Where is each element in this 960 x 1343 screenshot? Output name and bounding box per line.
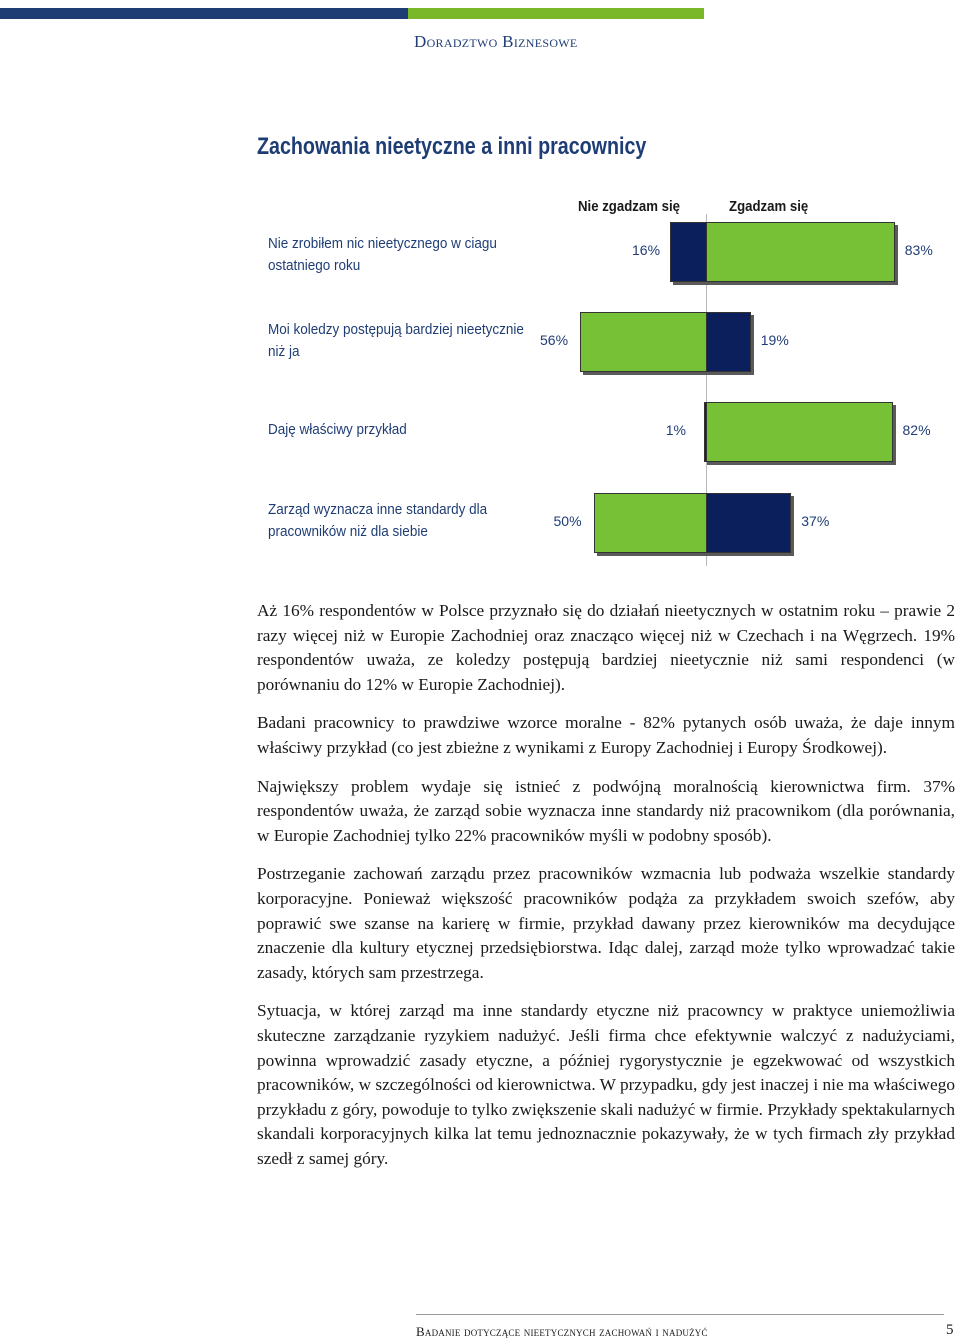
value-label-disagree: 56% — [540, 332, 569, 348]
body-text — [257, 599, 955, 1185]
value-label-agree: 19% — [760, 332, 789, 348]
value-label-disagree: 50% — [553, 513, 582, 529]
paragraph: Aż 16% respondentów w Polsce przyznało się do działań nieetycznych w ostatnim roku – prawie 2 razy więcej niż w Europie Zachodniej oraz znacząco więcej niż w Czechach i na Węgrzech. 19% respondentów uważa, ze koledzy postępują bardziej nieetycznie niż sami respondenci (w porównaniu do 12% w Europie Zachodniej). — [257, 601, 955, 694]
bar-agree — [706, 493, 791, 553]
paragraph: Badani pracownicy to prawdziwe wzorce moralne - 82% pytanych osób uważa, że daje innym właściwy przykład (co jest zbieżne z wynikami z Europy Zachodniej i Europy Środkowej). — [257, 713, 955, 757]
value-label-disagree: 1% — [665, 422, 686, 438]
footer-rule — [416, 1314, 944, 1315]
row-label: Moi koledzy postępują bardziej nieetycznie niż ja — [268, 321, 524, 360]
page-number: 5 — [946, 1322, 954, 1338]
header-bar-blue — [0, 8, 408, 19]
row-label: Zarząd wyznacza inne standardy dla pracowników niż dla siebie — [268, 501, 488, 540]
bar-agree — [706, 402, 893, 462]
bar-disagree — [594, 493, 709, 553]
row-label: Nie zrobiłem nic nieetycznego w ciagu ostatniego roku — [268, 235, 497, 274]
header-brand: Doradztwo Biznesowe — [414, 32, 578, 51]
bar-disagree — [580, 312, 708, 372]
paragraph: Postrzeganie zachowań zarządu przez pracowników wzmacnia lub podważa wszelkie standardy korporacyjne. Ponieważ większość pracowników podąża za przykładem swoich szefów, aby poprawić swe szanse na karierę w firmie, przykład dawany przez kierowników ma decydujące znaczenie dla kultury etycznej przedsiębiorstwa. Idąc dalej, zarząd może tylko wprowadzać takie zasady, których sam przestrzega. — [257, 864, 955, 982]
footer-text: Badanie dotyczące nieetycznych zachowań i nadużyć — [416, 1324, 708, 1339]
row-label: Daję właściwy przykład — [268, 421, 407, 438]
bar-agree — [706, 222, 895, 282]
value-label-agree: 83% — [904, 242, 933, 258]
chart-title: Zachowania nieetyczne a inni pracownicy — [257, 133, 647, 160]
column-header-agree: Zgadzam się — [729, 198, 809, 215]
column-header-disagree: Nie zgadzam się — [578, 198, 680, 215]
bar-agree — [706, 312, 751, 372]
paragraph: Sytuacja, w której zarząd ma inne standardy etyczne niż pracowncy w praktyce uniemożliwia skuteczne zarządzanie ryzykiem nadużyć. Jeśli firma chce efektywnie walczyć z nadużyciami, powinna wprowadzić zasady etyczne, a później rygorystycznie je egzekwować od wszystkich pracowników, w szczególności od kierownictwa. W przypadku, gdy jest inaczej i nie ma właściwego przykładu z góry, powoduje to tylko zwiększenie skali nadużyć w firmie. Przykłady spektakularnych skandali korporacyjnych kilka lat temu jednoznacznie pokazywały, że w tych firmach zły przykład szedł z samej góry. — [257, 1001, 955, 1168]
header-bar-green — [408, 8, 704, 19]
paragraph: Największy problem wydaje się istnieć z podwójną moralnością kierownictwa firm. 37% respondentów uważa, że zarząd sobie wyznacza inne standardy niż pracownikom (dla porównania, w Europie Zachodniej tylko 22% pracowników myśli w podobny sposób). — [257, 776, 955, 845]
value-label-disagree: 16% — [632, 242, 661, 258]
value-label-agree: 82% — [902, 422, 931, 438]
bar-disagree — [670, 222, 708, 282]
value-label-agree: 37% — [801, 513, 830, 529]
